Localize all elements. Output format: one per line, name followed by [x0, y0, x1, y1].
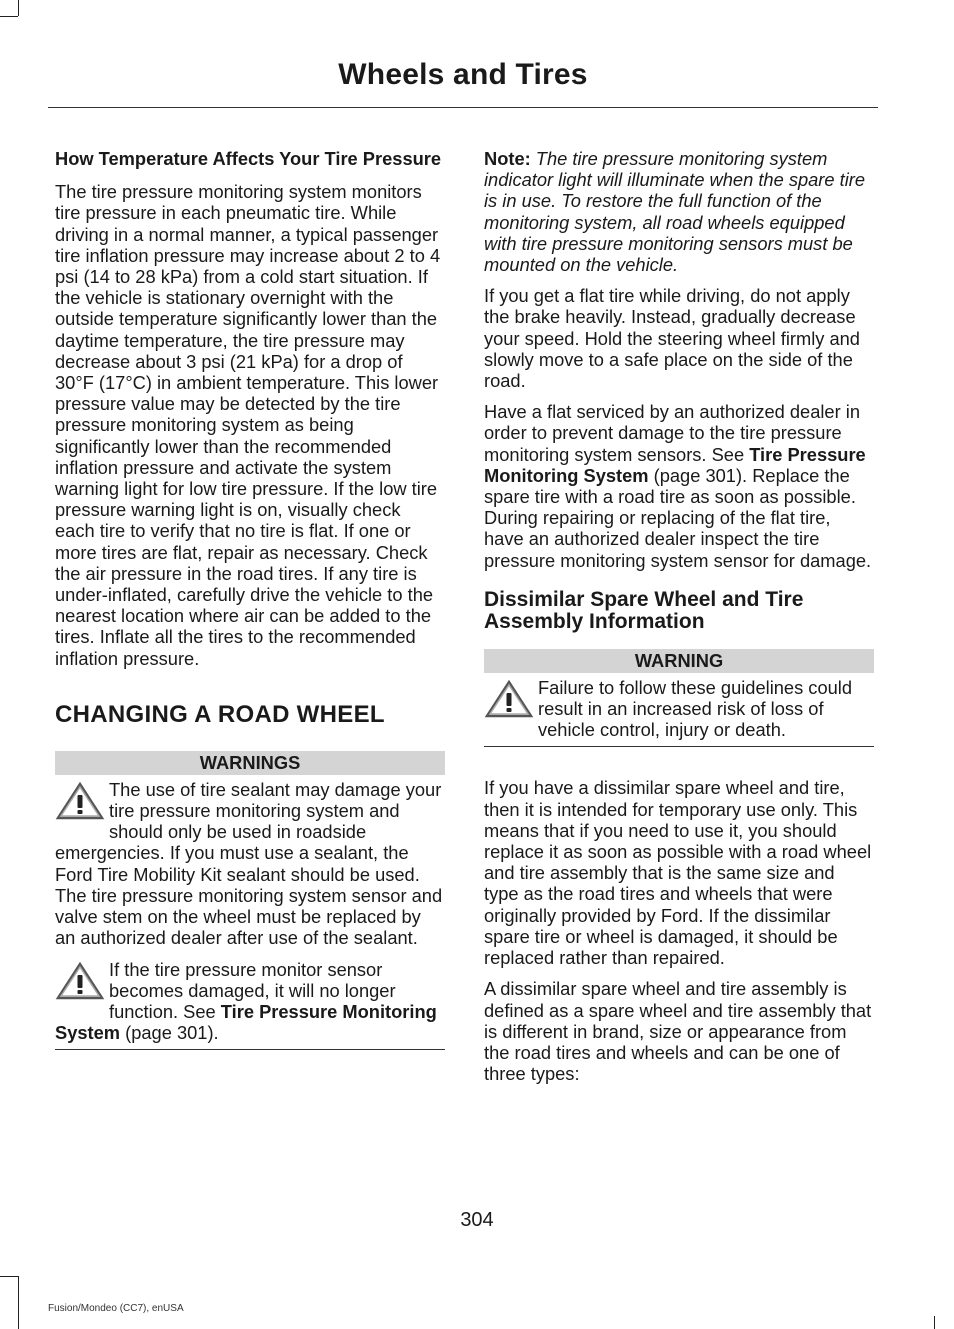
- dissimilar-definition-paragraph: A dissimilar spare wheel and tire assembly is defined as a spare wheel and tire assembly that is different in brand, size or appearance from the road tires and wheels and can be one of three types:: [484, 978, 872, 1085]
- page-title: Wheels and Tires: [338, 58, 588, 91]
- header-divider: [48, 107, 878, 108]
- footer-label: Fusion/Mondeo (CC7), enUSA: [48, 1303, 184, 1314]
- right-column: [484, 148, 874, 1094]
- dissimilar-paragraph: If you have a dissimilar spare wheel and tire, then it is intended for temporary use only. This means that if you need to use it, you should replace it as soon as possible with a road wheel and tire assembly that is the same size and type as the road tires and wheels that were originally provided by Ford. If the dissimilar spare tire or wheel is damaged, it should be replaced rather than repaired.: [484, 777, 872, 969]
- dissimilar-heading: Dissimilar Spare Wheel and Tire Assembly Information: [484, 587, 804, 633]
- service-text: Have a flat serviced by an authorized dealer in order to prevent damage to the tire pressure monitoring system sensors. See: [484, 401, 860, 465]
- warning-triangle-icon: [55, 961, 105, 1003]
- warning-triangle-icon: [484, 679, 534, 721]
- page-reference: (page 301).: [120, 1022, 219, 1044]
- page-number: 304: [460, 1209, 494, 1231]
- cross-reference-link[interactable]: Tire Pressure Monitoring System: [484, 443, 866, 486]
- crop-mark: [18, 0, 19, 16]
- service-text-continued: (page 301). Replace the spare tire with a road tire as soon as possible. During repairing or replacing of the flat tire, have an authorized dealer inspect the tire pressure monitoring system sensor for damage.: [484, 464, 872, 571]
- section-heading: CHANGING A ROAD WHEEL: [55, 700, 385, 728]
- warning-text-control: Failure to follow these guidelines could result in an increased risk of loss of vehicle control, injury or death.: [538, 676, 853, 741]
- warning-triangle-icon: [55, 781, 105, 823]
- warning-banner: WARNING: [484, 649, 874, 673]
- flat-tire-paragraph: If you get a flat tire while driving, do not apply the brake heavily. Instead, gradually decrease your speed. Hold the steering wheel firmly and slowly move to a safe place on the side of the road.: [484, 285, 860, 392]
- crop-mark: [18, 1276, 19, 1329]
- warning-text-sensor: If the tire pressure monitor sensor becomes damaged, it will no longer function. See: [109, 958, 396, 1022]
- warning-item: [484, 677, 874, 748]
- note-paragraph: [484, 148, 874, 275]
- warnings-banner: WARNINGS: [55, 751, 445, 775]
- cross-reference-link[interactable]: Tire Pressure Monitoring System: [55, 1000, 437, 1044]
- temperature-paragraph: The tire pressure monitoring system monitors tire pressure in each pneumatic tire. While driving in a normal manner, a typical passenger tire inflation pressure may increase about 2 to 4 psi (14 to 28 kPa) from a cold start situation. If the vehicle is stationary overnight with the outside temperature significantly lower than the daytime temperature, the tire pressure may decrease about 3 psi (21 kPa) for a drop of 30°F (17°C) in ambient temperature. This lower pressure value may be detected by the tire pressure monitoring system as being significantly lower than the recommended inflation pressure and activate the system warning light for low tire pressure. If the low tire pressure warning light is on, visually check each tire to verify that no tire is flat. If one or more tires are flat, repair as necessary. Check the air pressure in the road tires. If any tire is under-inflated, carefully drive the vehicle to the nearest location where air can be added to the tires. Inflate all the tires to the recommended inflation pressure.: [55, 181, 441, 669]
- crop-mark: [0, 1276, 18, 1277]
- left-column: [55, 148, 445, 1080]
- temperature-heading: How Temperature Affects Your Tire Pressure: [55, 148, 442, 169]
- warning-text-sealant: The use of tire sealant may damage your tire pressure monitoring system and should only be used in roadside emergencies. If you must use a sealant, the Ford Tire Mobility Kit sealant should be used. The tire pressure monitoring system sensor and valve stem on the wheel must be replaced by an authorized dealer after use of the sealant.: [55, 778, 443, 949]
- crop-mark: [0, 16, 18, 17]
- crop-mark: [934, 1316, 935, 1329]
- note-text: The tire pressure monitoring system indicator light will illuminate when the spare tire is in use. To restore the full function of the monitoring system, all road wheels equipped with tire pressure monitoring sensors must be mounted on the vehicle.: [484, 148, 866, 276]
- note-label: Note:: [484, 148, 531, 169]
- warning-item: [55, 959, 445, 1051]
- service-paragraph: [484, 401, 874, 571]
- warning-item: [55, 779, 445, 949]
